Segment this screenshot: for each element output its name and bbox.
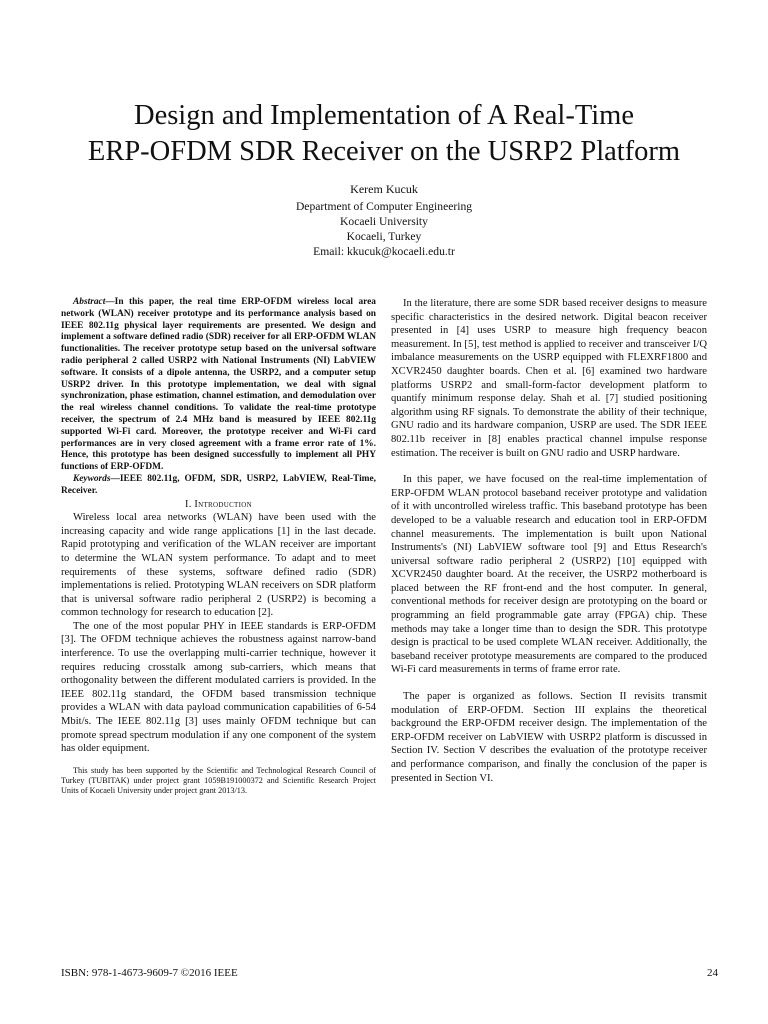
right-paragraph-1: In the literature, there are some SDR based receiver designs to measure specific characteristics in the desired network. Digital beacon receiver presented in [4] uses USRP to measure high frequency beacon measurement. In [5], test method is applied to receiver and transceiver I/Q imbalance measurements on the USRP equipped with FLEXRF1800 and XCVR2450 daughter boards. Chen et al. [6] examined two hardware platforms USRP2 and small-form-factor development platform to quantify minimum response delay. Shah et al. [7] studied positioning algorithm using RF signals. To demonstrate the ability of their technique, GNU radio and its hardware companion, USRP are used. The SDR IEEE 802.11b receiver in [8] enables practical channel impulse response estimation. The receiver is built on GNU radio and USRP hardware. [391,298,707,459]
page-number: 24 [707,967,718,979]
paragraph-gap [391,460,707,473]
left-column [61,297,376,796]
intro-paragraph-2: The one of the most popular PHY in IEEE standards is ERP-OFDM [3]. The OFDM technique achieves the robustness against narrow-band interference. To use the overlapping multi-carrier technique, however it requires reducing crosstalk among sub-carriers, which means that orthogonality between the different modulated carriers is provided. In the IEEE 802.11g standard, the OFDM based transmission technique provides a WLAN with data payload communication capabilities of 6-54 Mbit/s. The IEEE 802.11g [3] uses mainly OFDM technique but can promote spread spectrum modulation if any one component of the system has older equipment. [61,620,376,755]
paragraph-gap [391,677,707,690]
abstract-text: —In this paper, the real time ERP-OFDM wireless local area network (WLAN) receiver prototype and its performance analysis based on IEEE 802.11g physical layer requirements are presented. We design and implement a software defined radio (SDR) receiver for all ERP-OFDM WLAN functionalities. The receiver prototype setup based on the universal software radio peripheral 2 called USRP2 with National Instruments (NI) LabVIEW software. It consists of a dipole antenna, the USRP2, and a computer setup USRP2 driver. In this prototype implementation, we deal with signal synchronization, phase estimation, channel estimation, and demodulation over the real wireless channel conditions. To validate the real-time prototype receiver, the spectrum of 2.4 MHz band is measured by IEEE 802.11g supported Wi-Fi card. Moreover, the prototype receiver and Wi-Fi card performances are in very closed agreement with a frame error rate of 1%. Hence, this prototype has been designed successfully to implement all PHY functions of ERP-OFDM. [61,297,376,473]
abstract [61,297,376,474]
title-line-1: Design and Implementation of A Real-Time [133,100,634,131]
isbn-footer: ISBN: 978-1-4673-9609-7 ©2016 IEEE [61,967,238,979]
keywords [61,474,376,498]
section-heading-introduction [61,498,376,512]
right-paragraph-2: In this paper, we have focused on the real-time implementation of ERP-OFDM WLAN protocol baseband receiver prototype and validation of it with uncontrolled wireless traffic. This baseband prototype has been developed to be a valuable research and education tool in ERP-OFDM channel measurements. The implementation is built upon National Instruments's (NI) LabVIEW software tool [9] and Ettus Research's universal software radio peripheral 2 (USRP2) [10] equipped with XCVR2450 daughter board. At the receiver, the USRP2 motherboard is placed between the RF front-end and the host computer. In general, conventional methods for receiver design are prototyping on the board or programming an field programmable gate array (FPGA) chip. These methods may take a longer time than to design the SDR. This prototype design is practical to be used complete WLAN receiver. Additionally, the baseband receiver prototype measurements are compared to the produced Wi-Fi card measurements in terms of frame error rate. [391,474,707,676]
author-name: Kerem Kucuk [350,182,418,196]
keywords-text: —IEEE 802.11g, OFDM, SDR, USRP2, LabVIEW, Real-Time, Receiver. [61,473,376,496]
author-university: Kocaeli University [340,215,428,228]
right-column [391,297,707,785]
author-block [0,182,768,259]
abstract-lead: Abstract [73,297,106,307]
author-email: Email: kkucuk@kocaeli.edu.tr [313,245,455,258]
intro-paragraph-1: Wireless local area networks (WLAN) have been used with the increasing capacity and wide range applications [1] in the last decade. Rapid prototyping and verification of the WLAN receiver are important to determine the WLAN system performance. To adapt and to meet requirements of these systems, software defined radio (SDR) implementations is relied. Prototyping WLAN receivers on SDR platform that is universal software radio peripheral 2 (USRP2) is becoming a common technology for research to education [2]. [61,512,376,619]
author-location: Kocaeli, Turkey [346,230,422,243]
section-title: Introduction [194,498,252,510]
keywords-lead: Keywords [73,473,111,484]
right-paragraph-3: The paper is organized as follows. Section II revisits transmit modulation of ERP-OFDM. Section III explains the theoretical background the ERP-OFDM receiver design. The implementation of the ERP-OFDM receiver on LabVIEW with USRP2 platform is discussed in Section IV. Section V describes the evaluation of the prototype receiver and performance comparison, and finally the conclusion of the paper is presented in Section VI. [391,691,707,784]
title-line-2: ERP-OFDM SDR Receiver on the USRP2 Platform [87,136,681,167]
author-department: Department of Computer Engineering [295,200,473,213]
section-numeral: I. [185,498,192,510]
paper-title [0,98,768,170]
footnote: This study has been supported by the Scientific and Technological Research Council of Turkey (TUBITAK) under project grant 1059B191000372 and Scientific Research Project Units of Kocaeli University under project grant 2013/13. [61,765,376,795]
